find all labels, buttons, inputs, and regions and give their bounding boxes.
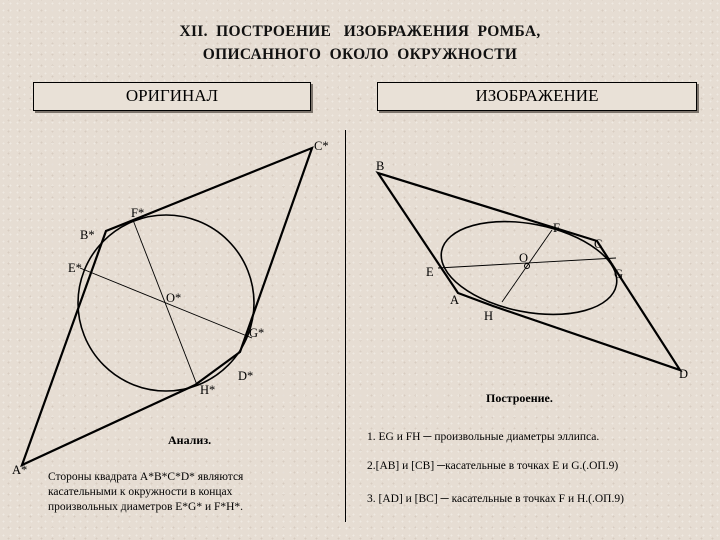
image-diameter-fh	[502, 230, 552, 302]
label-b-star: B*	[80, 228, 95, 242]
label-g: G	[614, 267, 624, 281]
label-f: F	[553, 221, 560, 235]
image-box: ИЗОБРАЖЕНИЕ	[377, 82, 697, 111]
label-g-star: G*	[249, 326, 265, 340]
analysis-line-2: касательными к окружности в концах	[48, 486, 233, 498]
analysis-line-1: Стороны квадрата A*B*C*D* являются	[48, 471, 244, 483]
label-b: B	[376, 159, 385, 173]
original-point-labels	[12, 139, 329, 477]
label-a-star: A*	[12, 463, 28, 477]
label-a: A	[450, 293, 460, 307]
label-h-star: H*	[200, 383, 216, 397]
analysis-line-3: произвольных диаметров E*G* и F*H*.	[48, 501, 244, 513]
construction-step-3: 3. [AD] и [BC] ─ касательные в точках F и H.(.ОП.9)	[367, 493, 624, 505]
title-line-2: ОПИСАННОГО ОКОЛО ОКРУЖНОСТИ	[202, 46, 518, 63]
image-point-labels	[376, 159, 688, 381]
original-figure	[22, 148, 312, 465]
label-e: E	[426, 265, 434, 279]
label-e-star: E*	[68, 261, 82, 275]
original-diameter-fh	[133, 220, 197, 385]
analysis-heading: Анализ.	[168, 433, 212, 447]
label-d-star: D*	[238, 369, 254, 383]
label-o: O	[519, 251, 529, 265]
construction-heading: Построение.	[486, 391, 553, 405]
label-c: C	[594, 237, 603, 251]
image-figure	[378, 173, 680, 370]
title-line-1: XII. ПОСТРОЕНИЕ ИЗОБРАЖЕНИЯ РОМБА,	[179, 23, 541, 40]
original-box: ОРИГИНАЛ	[33, 82, 311, 111]
label-h: H	[484, 309, 494, 323]
analysis-text	[48, 470, 338, 515]
label-c-star: C*	[314, 139, 329, 153]
label-f-star: F*	[131, 206, 145, 220]
construction-step-2: 2.[AB] и [CB] ─касательные в точках E и G.(.ОП.9)	[367, 460, 619, 472]
construction-step-1: 1. EG и FH ─ произвольные диаметры эллипса.	[367, 431, 600, 443]
label-d: D	[679, 367, 689, 381]
label-o-star: O*	[166, 291, 182, 305]
image-parallelogram	[378, 173, 680, 370]
